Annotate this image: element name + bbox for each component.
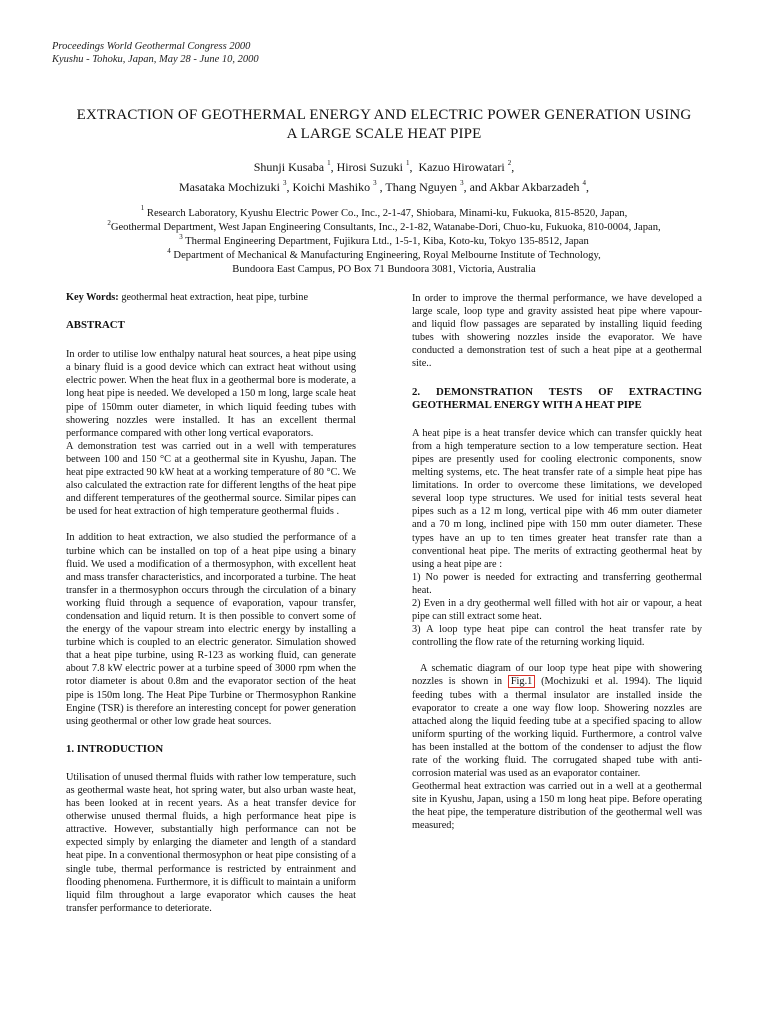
affiliation-text: Research Laboratory, Kyushu Electric Power Co., Inc., 2-1-47, Shiobara, Minami-ku, Fukuoka, 815-8520, Japan,	[146, 208, 628, 219]
author-name: Koichi Mashiko	[292, 180, 371, 194]
affiliation-text: Bundoora East Campus, PO Box 71 Bundoora 3081, Victoria, Australia	[232, 264, 536, 276]
author-line-2: Masataka Mochizuki $^3$, Koichi Mashiko $^3$ , Thang Nguyen $^3$, and Akbar Akbarzadeh $^4$,	[178, 179, 590, 194]
section-2-list-item: 2) Even in a dry geothermal well filled with hot air or vapour, a heat pipe can still extract some heat.	[412, 597, 702, 623]
author-name: Masataka Mochizuki	[178, 180, 280, 194]
affiliation-marker: 2	[107, 218, 111, 227]
author-line-1: Shunji Kusaba $^1$, Hirosi Suzuki $^1$, Kazuo Hirowatari $^2$,	[253, 159, 515, 174]
author-name: Akbar Akbarzadeh	[489, 180, 580, 194]
affiliation-line	[40, 204, 728, 221]
author-affil-marker: 3	[282, 179, 287, 187]
proceedings-venue: Kyushu - Tohoku, Japan, May 28 - June 10, 2000	[52, 54, 259, 65]
author-name: Hirosi Suzuki	[336, 160, 403, 174]
affiliation-marker: 1	[140, 204, 145, 213]
introduction-paragraph-1: Utilisation of unused thermal fluids with rather low temperature, such as geothermal waste heat, hot spring water, but also urban waste heat, has been looked at in recent years. As a heat transfer device for otherwise unused thermal fluids, a high performance heat pipe is attractive. However, substantially high performance can not be expected simply by enlarging the diameter and length of a standard heat pipe. In a conventional thermosyphon or heat pipe consisting of a single tube, thermal performance is restricted by entrainment and flooding phenomena. Furthermore, it is difficult to maintain a uniform liquid film throughout a large evaporator which causes the heat transfer performance to deteriorate.	[66, 771, 356, 914]
author-affil-marker: 1	[405, 159, 410, 167]
abstract-paragraph-2: A demonstration test was carried out in a well with temperatures between 100 and 150 °C at a geothermal site in Kyushu, Japan. The heat pipe extracted 90 kW heat at a working temperature of 80 °C. We also calculated the extraction rate for different lengths of the heat pipe and different temperatures of the geothermal source. Similar pipes can be used for heat extraction of high temperature geothermal fluids .	[66, 440, 356, 518]
left-column	[66, 291, 356, 915]
title-line-1: EXTRACTION OF GEOTHERMAL ENERGY AND ELECTRIC POWER GENERATION USING	[76, 107, 692, 123]
author-name: Thang Nguyen	[385, 180, 458, 194]
proceedings-header	[52, 40, 259, 66]
author-affil-marker: 1	[327, 159, 331, 167]
author-name: Shunji Kusaba	[253, 160, 325, 174]
author-name: Kazuo Hirowatari	[418, 160, 505, 174]
section-2-list-item: 3) A loop type heat pipe can control the heat transfer rate by controlling the flow rate of the returning working liquid.	[412, 624, 702, 649]
section-2-heading: 2. DEMONSTRATION TESTS OF EXTRACTING GEOTHERMAL ENERGY WITH A HEAT PIPE	[412, 385, 702, 411]
affiliation-line	[40, 246, 728, 263]
keywords-label: Key Words:	[66, 292, 119, 303]
paragraph-text: A schematic diagram of our loop type heat pipe with showering nozzles is shown in	[412, 663, 702, 688]
section-2-paragraph-3: Geothermal heat extraction was carried out in a well at a geothermal site in Kyushu, Japan, using a 150 m long heat pipe. Before operating the heat pipe, the temperature distribution of the geothermal well was measured;	[412, 781, 702, 832]
section-2-paragraph-2	[412, 662, 702, 780]
affiliation-text: Department of Mechanical & Manufacturing Engineering, Royal Melbourne Institute of Technology,	[173, 250, 601, 262]
affiliation-line	[40, 232, 728, 249]
keywords-text: geothermal heat extraction, heat pipe, turbine	[121, 292, 309, 303]
author-affil-marker: 3	[460, 179, 464, 187]
affiliation-text: Thermal Engineering Department, Fujikura Ltd., 1-5-1, Kiba, Koto-ku, Tokyo 135-8512, Japan	[185, 236, 589, 248]
section-2-list-item: 1) No power is needed for extracting and transferring geothermal heat.	[412, 571, 702, 596]
section-2-paragraph-1: A heat pipe is a heat transfer device which can transfer quickly heat from a high temperature section to a low temperature section. Heat pipes are presently used for cooling electronic components, snow melting systems, etc. The heat transfer rate of a simple heat pipe has limitations. In order to overcome these limitations, we developed several loop type structures. We used for initial tests several heat pipes such as a 12 m long, vertical pipe with 46 mm outer diameter and a 70 m long, inclined pipe with 150 mm outer diameter. These types have an up to ten times greater heat transfer rate than a conventional heat pipe. The merits of extracting geothermal heat by using a heat pipe are :	[412, 427, 702, 570]
paragraph-text: (Mochizuki et al. 1994). The liquid feeding tubes with a thermal insulator are installed inside the evaporator to create a one way flow loop. Showering nozzles are attached along the liquid feeding tube at a specified spacing to allow uniform spurting of the working liquid. Furthermore, a control valve has been installed at the bottom of the condenser to adjust the flow rate of the working fluid. The corrugated shaped tube with anti-corrosion material was used as an evaporator container.	[412, 676, 702, 780]
affiliation-list	[40, 204, 728, 277]
abstract-heading: ABSTRACT	[66, 319, 125, 332]
affiliation-line	[40, 263, 728, 277]
right-column	[412, 292, 702, 833]
author-affil-marker: 4	[582, 179, 587, 187]
author-list	[40, 157, 728, 197]
abstract-paragraph-1: In order to utilise low enthalpy natural heat sources, a heat pipe using a binary fluid is a good device which can extract heat without using electric power. When the heat flux in a geothermal bore is moderate, a long heat pipe is needed. We developed a 150 m long, large scale heat pipe of 150mm outer diameter, in which liquid feeding tubes with showering nozzles were installed. It has an excellent thermal performance compared with other long vertical evaporators.	[66, 349, 356, 439]
abstract-paragraph-3: In addition to heat extraction, we also studied the performance of a turbine which can be installed on top of a heat pipe using a binary fluid. We used a modification of a thermosyphon, with excellent heat and mass transfer characteristics, and incorporated a turbine. The heat transfer in a thermosyphon occurs through the circulation of a binary working fluid through a sequence of evaporation, vapour transfer, condensation and liquid return. It is then possible to convert some of the energy of the vapour stream into electric energy by installing a turbine which is coupled to an electric generator. Simulation showed that a heat pipe turbine, using R-123 as working fluid, can generate about 7.8 kW electric power at a turbine speed of 3000 rpm when the rotor diameter is about 0.8m and the evaporator section of the heat pipe is 150m long. The Heat Pipe Turbine or Thermosyphon Rankine Engine (TSR) is therefore an interesting concept for power generation using geothermal or other low grade heat sources.	[66, 532, 356, 727]
keywords	[66, 291, 356, 304]
proceedings-title: Proceedings World Geothermal Congress 2000	[52, 41, 251, 52]
paper-title	[50, 106, 718, 144]
affiliation-line	[40, 218, 728, 235]
author-affil-marker: 2	[507, 159, 512, 167]
figure-1-reference-link[interactable]: Fig.1	[508, 675, 535, 688]
title-line-2: A LARGE SCALE HEAT PIPE	[286, 126, 482, 142]
introduction-paragraph-2: In order to improve the thermal performance, we have developed a large scale, loop type and gravity assisted heat pipe where vapour- and liquid flow passages are separated by installing liquid feeding tubes with showering nozzles inside the evaporator. We have conducted a demonstration test of such a heat pipe at a geothermal site..	[412, 293, 702, 370]
affiliation-text: Geothermal Department, West Japan Engineering Consultants, Inc., 2-1-82, Watanabe-Dori, Chuo-ku, Fukuoka, 810-0004, Japan,	[110, 222, 661, 234]
affiliation-marker: 4	[167, 246, 171, 255]
affiliation-marker: 3	[179, 232, 183, 241]
introduction-heading: 1. INTRODUCTION	[66, 742, 164, 755]
author-affil-marker: 3	[373, 179, 377, 187]
